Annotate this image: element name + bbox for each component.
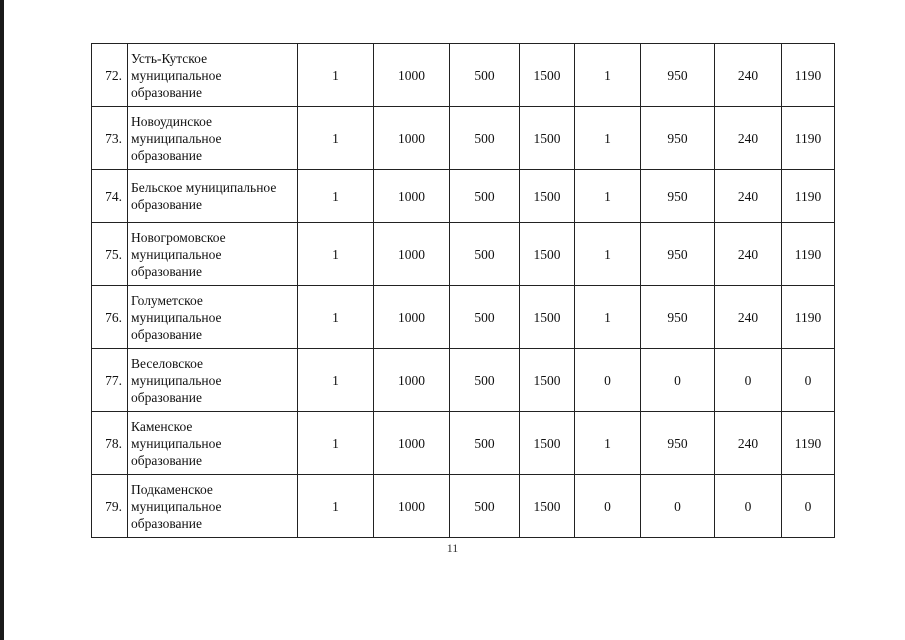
table-cell: 1000 — [374, 223, 450, 286]
table-cell: 0 — [715, 475, 782, 538]
row-number: 73. — [92, 107, 128, 170]
municipality-name: Новогромовское муниципальное образование — [128, 223, 298, 286]
table-cell: 240 — [715, 412, 782, 475]
table-row — [92, 412, 835, 475]
table-row — [92, 44, 835, 107]
table-row — [92, 107, 835, 170]
table-cell: 240 — [715, 170, 782, 223]
table-cell: 1 — [575, 286, 641, 349]
table-cell: 1000 — [374, 349, 450, 412]
table-cell: 240 — [715, 223, 782, 286]
row-number: 79. — [92, 475, 128, 538]
table-cell: 1000 — [374, 107, 450, 170]
table-cell: 1 — [575, 170, 641, 223]
table-cell: 1500 — [520, 223, 575, 286]
table-cell: 1190 — [782, 107, 835, 170]
table-cell: 1 — [298, 107, 374, 170]
row-number: 76. — [92, 286, 128, 349]
table-cell: 500 — [450, 475, 520, 538]
table-row — [92, 286, 835, 349]
table-cell: 1500 — [520, 349, 575, 412]
table-cell: 240 — [715, 286, 782, 349]
table-cell: 500 — [450, 107, 520, 170]
row-number: 75. — [92, 223, 128, 286]
municipality-name: Подкаменское муниципальное образование — [128, 475, 298, 538]
table-row — [92, 223, 835, 286]
table-cell: 1000 — [374, 475, 450, 538]
table-cell: 1 — [298, 223, 374, 286]
row-number: 74. — [92, 170, 128, 223]
table-cell: 1500 — [520, 286, 575, 349]
municipality-name: Голуметское муниципальное образование — [128, 286, 298, 349]
table-cell: 240 — [715, 44, 782, 107]
table-cell: 1190 — [782, 286, 835, 349]
municipality-name: Усть-Кутское муниципальное образование — [128, 44, 298, 107]
table-cell: 950 — [641, 107, 715, 170]
table-cell: 500 — [450, 170, 520, 223]
table-cell: 950 — [641, 44, 715, 107]
table-cell: 950 — [641, 223, 715, 286]
row-number: 78. — [92, 412, 128, 475]
table-cell: 0 — [782, 349, 835, 412]
table-cell: 0 — [575, 475, 641, 538]
table-cell: 1 — [298, 44, 374, 107]
table-cell: 1190 — [782, 223, 835, 286]
row-number: 72. — [92, 44, 128, 107]
table-cell: 500 — [450, 223, 520, 286]
table-cell: 240 — [715, 107, 782, 170]
table-cell: 1000 — [374, 412, 450, 475]
table-cell: 1 — [575, 223, 641, 286]
table-cell: 1 — [298, 349, 374, 412]
table-row — [92, 475, 835, 538]
table-cell: 0 — [782, 475, 835, 538]
municipality-name: Бельское муниципальное образование — [128, 170, 298, 223]
table-cell: 1 — [575, 412, 641, 475]
table-cell: 1000 — [374, 286, 450, 349]
table-cell: 1000 — [374, 170, 450, 223]
table-cell: 950 — [641, 170, 715, 223]
table-cell: 1 — [298, 170, 374, 223]
table-cell: 1500 — [520, 170, 575, 223]
table-cell: 1190 — [782, 412, 835, 475]
municipalities-table — [91, 43, 835, 538]
table-cell: 1 — [298, 412, 374, 475]
table-cell: 500 — [450, 286, 520, 349]
municipality-name: Каменское муниципальное образование — [128, 412, 298, 475]
table-cell: 1 — [575, 44, 641, 107]
table-cell: 1000 — [374, 44, 450, 107]
table-row — [92, 170, 835, 223]
table-cell: 500 — [450, 44, 520, 107]
municipality-name: Веселовское муниципальное образование — [128, 349, 298, 412]
table-cell: 0 — [715, 349, 782, 412]
page-number: 11 — [446, 541, 459, 555]
table-cell: 1500 — [520, 475, 575, 538]
table-cell: 1500 — [520, 107, 575, 170]
table-cell: 0 — [641, 349, 715, 412]
table-cell: 950 — [641, 286, 715, 349]
table-cell: 1500 — [520, 412, 575, 475]
table-cell: 1 — [298, 286, 374, 349]
table-cell: 0 — [575, 349, 641, 412]
municipality-name: Новоудинское муниципальное образование — [128, 107, 298, 170]
table-cell: 1500 — [520, 44, 575, 107]
row-number: 77. — [92, 349, 128, 412]
table-cell: 1 — [298, 475, 374, 538]
table-cell: 1 — [575, 107, 641, 170]
table-cell: 950 — [641, 412, 715, 475]
table-cell: 500 — [450, 349, 520, 412]
table-cell: 1190 — [782, 44, 835, 107]
table-cell: 500 — [450, 412, 520, 475]
table-cell: 1190 — [782, 170, 835, 223]
table-cell: 0 — [641, 475, 715, 538]
table-row — [92, 349, 835, 412]
